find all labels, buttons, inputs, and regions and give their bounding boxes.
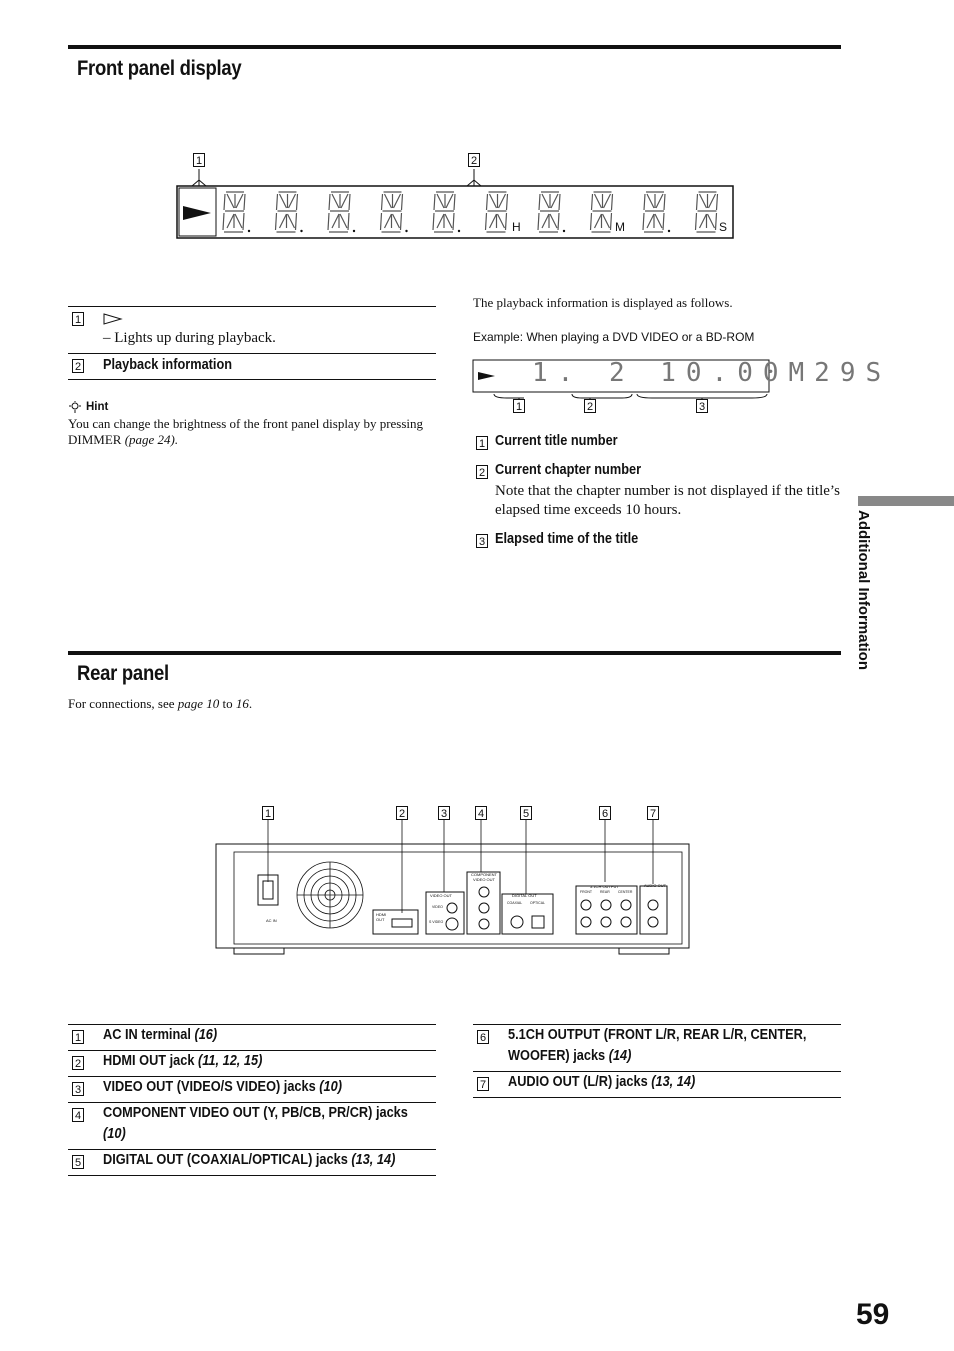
table-row: [473, 1072, 841, 1098]
component-label: COMPONENT VIDEO OUT: [471, 872, 497, 882]
segment-digit: [223, 192, 250, 232]
segment-digit: [276, 192, 303, 232]
front-panel-display-diagram: [170, 160, 740, 245]
list-item: [476, 433, 836, 462]
item-label: VIDEO OUT (VIDEO/S VIDEO) jacks: [103, 1079, 320, 1095]
example-display-readout: 1. 2 10.00M29S: [532, 358, 892, 388]
s-video-jack-label: S VIDEO: [429, 920, 444, 924]
play-indicator-icon: [183, 206, 211, 220]
example-callout-2: 2: [584, 399, 596, 413]
item-number: 3: [72, 1082, 84, 1096]
hint-bulb-icon: [69, 401, 81, 414]
item-number: 2: [72, 1056, 84, 1070]
audio-out-label: AUDIO OUT: [643, 883, 667, 888]
table-row: [473, 1025, 841, 1072]
rear-intro: [68, 696, 252, 712]
item-number: 1: [476, 436, 488, 450]
item-page-ref: (10): [319, 1079, 342, 1095]
item-page-ref: (16): [194, 1027, 218, 1043]
item-label: Elapsed time of the title: [495, 531, 639, 547]
page-number: 59: [856, 1298, 890, 1331]
item-number: 2: [476, 465, 488, 479]
intro-text: .: [248, 696, 253, 711]
item-number: 3: [476, 534, 488, 548]
digital-out-label: DIGITAL OUT: [512, 893, 537, 898]
playback-info-list: [476, 433, 840, 560]
rear-items-table-left: [68, 1024, 436, 1176]
intro-text: For connections, see: [68, 696, 178, 711]
rear-callout-5: 5: [520, 806, 532, 820]
rear-label: REAR: [600, 890, 610, 894]
rear-callout-4: 4: [475, 806, 487, 820]
item-number: 1: [72, 312, 84, 326]
example-callout-1: 1: [513, 399, 525, 413]
section-tab-text: Additional Information: [855, 510, 872, 670]
center-label: CENTER: [618, 890, 633, 894]
table-row: [68, 354, 436, 380]
item-number: 6: [477, 1030, 489, 1044]
item-label: DIGITAL OUT (COAXIAL/OPTICAL) jacks: [103, 1152, 352, 1168]
rear-callout-3: 3: [438, 806, 450, 820]
hint-page-ref: (page 24).: [124, 432, 179, 447]
item-page-ref: (14): [608, 1048, 632, 1064]
output-51-label: 5.1CH OUTPUT: [590, 884, 619, 889]
segment-digit: [696, 192, 718, 232]
item-page-ref: (13, 14): [351, 1152, 396, 1168]
item-label: WOOFER) jacks: [508, 1048, 609, 1064]
section-tab: [858, 496, 954, 506]
table-row: [68, 307, 436, 354]
item-number: 7: [477, 1077, 489, 1091]
coaxial-label: COAXIAL: [507, 901, 523, 905]
item-desc: – Lights up during playback.: [103, 330, 276, 346]
front-panel-heading: Front panel display: [77, 57, 242, 80]
table-row: [68, 1025, 436, 1051]
rear-callout-2: 2: [396, 806, 408, 820]
item-label: AC IN terminal: [103, 1027, 195, 1043]
section-tab-label: [856, 510, 874, 690]
list-item: [476, 531, 836, 560]
table-row: [68, 1150, 436, 1176]
rear-callout-6: 6: [599, 806, 611, 820]
segment-digit: [433, 192, 460, 232]
callout-1: 1: [193, 153, 205, 167]
playback-intro: The playback information is displayed as follows.: [473, 295, 733, 310]
item-page-ref: (11, 12, 15): [198, 1053, 263, 1069]
hint-text: [68, 416, 436, 448]
item-label: AUDIO OUT (L/R) jacks: [508, 1074, 652, 1090]
ac-in-label: AC IN: [266, 918, 277, 923]
item-label: Playback information: [103, 357, 233, 373]
item-page-ref: (10): [103, 1126, 126, 1142]
item-number: 1: [72, 1030, 84, 1044]
item-label: 5.1CH OUTPUT (FRONT L/R, REAR L/R, CENTER,: [508, 1027, 807, 1043]
table-row: [68, 1077, 436, 1103]
video-jack-label: VIDEO: [432, 905, 443, 909]
table-row: [68, 1103, 436, 1150]
example-callout-3: 3: [696, 399, 708, 413]
rear-callout-7: 7: [647, 806, 659, 820]
rear-panel-heading: Rear panel: [77, 662, 169, 685]
segment-digit: [328, 192, 355, 232]
video-out-label: VIDEO OUT: [430, 893, 453, 898]
optical-label: OPTICAL: [530, 901, 545, 905]
suffix-s: S: [719, 220, 728, 234]
suffix-m: M: [615, 220, 625, 234]
section-rule: [68, 651, 841, 655]
item-number: 5: [72, 1155, 84, 1169]
segment-digit: [538, 192, 565, 232]
segment-digit: [381, 192, 408, 232]
hint-label: Hint: [86, 401, 109, 413]
example-caption: Example: When playing a DVD VIDEO or a BD-ROM: [473, 330, 755, 344]
rear-callout-1: 1: [262, 806, 274, 820]
play-outline-icon: [103, 313, 123, 325]
item-page-ref: (13, 14): [651, 1074, 696, 1090]
item-label: HDMI OUT jack: [103, 1053, 199, 1069]
hint-body: You can change the brightness of the front panel display by pressing DIMMER: [68, 416, 424, 447]
intro-page-ref: page 10: [177, 696, 220, 711]
item-number: 4: [72, 1108, 84, 1122]
intro-text: to: [219, 696, 236, 711]
item-label: Current chapter number: [495, 462, 642, 478]
callout-2: 2: [468, 153, 480, 167]
intro-page-ref: 16: [235, 696, 249, 711]
item-label: Current title number: [495, 433, 618, 449]
front-label: FRONT: [580, 890, 593, 894]
hdmi-out-label: HDMI OUT: [376, 912, 387, 922]
segment-digit: [591, 192, 613, 232]
front-items-table: [68, 306, 436, 380]
item-note: Note that the chapter number is not displayed if the title’s elapsed time exceeds 10 hours.: [495, 483, 840, 518]
rear-items-table-right: [473, 1024, 841, 1098]
list-item: [476, 462, 840, 531]
segment-digit: [486, 192, 508, 232]
play-indicator-icon: [478, 372, 495, 380]
table-row: [68, 1051, 436, 1077]
item-label: COMPONENT VIDEO OUT (Y, PB/CB, PR/CR) jacks: [103, 1105, 408, 1121]
suffix-h: H: [512, 220, 521, 234]
segment-digit: [643, 192, 670, 232]
item-number: 2: [72, 359, 84, 373]
section-rule: [68, 45, 841, 49]
